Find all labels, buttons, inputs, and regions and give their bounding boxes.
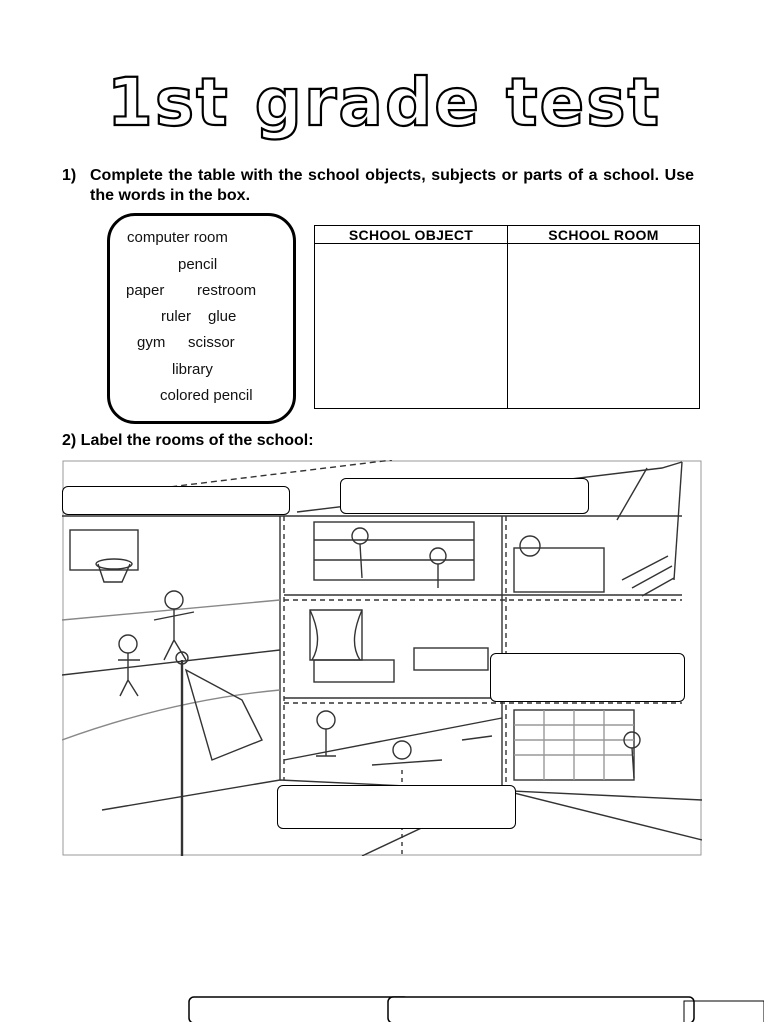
cell-school-object[interactable]: [315, 244, 508, 409]
label-answer-box-gym[interactable]: [62, 486, 290, 515]
question-1-text: Complete the table with the school objects, subjects or parts of a school. Use the words in the box.: [90, 167, 694, 204]
word-restroom: restroom: [197, 282, 257, 299]
word-glue: glue: [208, 308, 237, 325]
question-2: 2) Label the rooms of the school:: [62, 432, 314, 449]
word-gym: gym: [137, 334, 166, 351]
word-ruler: ruler: [161, 308, 192, 325]
word-scissor: scissor: [188, 334, 235, 351]
cell-school-room[interactable]: [508, 244, 700, 409]
header-school-room: SCHOOL ROOM: [508, 226, 700, 244]
classification-table: [314, 225, 700, 409]
word-library: library: [172, 361, 213, 378]
bottom-answer-boxes: [188, 996, 764, 1022]
question-1: [62, 166, 694, 206]
label-answer-box-library[interactable]: [340, 478, 589, 514]
word-computer-room: computer room: [127, 229, 228, 246]
word-colored-pencil: colored pencil: [160, 387, 253, 404]
word-box: [107, 213, 296, 424]
page-title: 1st grade test: [106, 64, 662, 141]
label-answer-box-classroom[interactable]: [490, 653, 685, 702]
word-pencil: pencil: [178, 256, 218, 273]
word-paper: paper: [126, 282, 165, 299]
label-answer-box-restroom[interactable]: [277, 785, 516, 829]
question-1-number: 1): [62, 167, 77, 184]
header-school-object: SCHOOL OBJECT: [315, 226, 508, 244]
